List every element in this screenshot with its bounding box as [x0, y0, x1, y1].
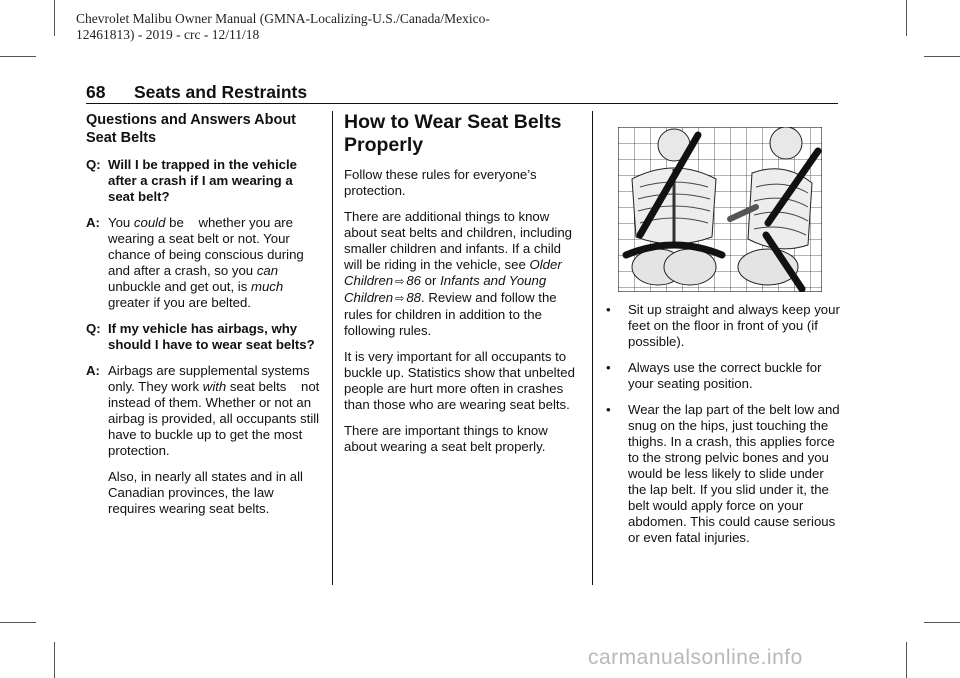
- list-item-text: Always use the correct buckle for your seating position.: [628, 360, 822, 391]
- list-item: [604, 402, 840, 546]
- topic-heading: How to Wear Seat Belts Properly: [344, 111, 562, 156]
- page-arrow-icon: ⇨: [395, 276, 405, 288]
- crop-mark: [906, 0, 907, 36]
- text-run: or: [421, 273, 441, 288]
- answer-text: [108, 215, 304, 310]
- question-label: Q:: [86, 157, 101, 172]
- cross-reference-link[interactable]: Older Children: [344, 257, 562, 288]
- section-title: Seats and Restraints: [134, 82, 308, 102]
- emphasis: much: [250, 279, 284, 294]
- text-run: greater if you are belted.: [108, 295, 251, 310]
- document-header: [76, 11, 490, 43]
- question-text: Will I be trapped in the vehicle after a crash if I am wearing a seat belt?: [108, 157, 297, 204]
- list-item-text: Wear the lap part of the belt low and snug on the hips, just touching the thighs. In a crash, this applies force to the strong pelvic bones and you would be less likely to slide under the lap belt. If you slid under it, the belt would apply force on your abdomen. This could cause serious or even fatal injuries.: [628, 402, 840, 545]
- bullet-icon: •: [606, 360, 611, 375]
- watermark: carmanualsonline.info: [588, 646, 803, 669]
- emphasis: could: [133, 215, 166, 230]
- text-run: . Review and follow the rules for children in addition to the following rules.: [344, 290, 557, 338]
- answer: [86, 363, 322, 459]
- bullet-icon: •: [606, 302, 611, 317]
- list-item: [604, 302, 840, 350]
- paragraph: [344, 209, 580, 339]
- qa-heading: Questions and Answers About Seat Belts: [86, 112, 297, 146]
- answer-continuation: Also, in nearly all states and in all Canadian provinces, the law requires wearing seat belts.: [108, 469, 303, 516]
- answer-label: A:: [86, 215, 100, 230]
- column-left: [86, 111, 322, 527]
- text-run: There are additional things to know about seat belts and children, including smaller children and infants. If a child will be riding in the vehicle, see: [344, 209, 573, 272]
- paragraph: It is very important for all occupants to buckle up. Statistics show that unbelted people are hurt more often in crashes than those who are wearing seat belts.: [344, 349, 575, 412]
- text-run: You: [108, 215, 134, 230]
- document-header-line: 12461813) - 2019 - crc - 12/11/18: [76, 27, 260, 42]
- question-label: Q:: [86, 321, 101, 336]
- crop-mark: [0, 622, 36, 623]
- page-number: 68: [86, 82, 106, 102]
- crop-mark: [924, 56, 960, 57]
- crop-mark: [54, 642, 55, 678]
- list-item: [604, 360, 840, 392]
- page-arrow-icon: ⇨: [395, 293, 405, 305]
- text-run: seat belts not instead of them. Whether or not an airbag is provided, all occupants still have to buckle up to get the most protection.: [108, 379, 320, 458]
- page-reference[interactable]: 88: [406, 290, 422, 305]
- bullet-icon: •: [606, 402, 611, 417]
- seat-belt-illustration: [618, 127, 822, 292]
- question: [86, 321, 322, 353]
- page-reference[interactable]: 86: [406, 273, 422, 288]
- text-run: unbuckle and get out, is: [108, 279, 251, 294]
- crop-mark: [0, 56, 36, 57]
- bullet-list: [604, 302, 840, 546]
- text-run: be whether you are wearing a seat belt or not. Your chance of being conscious during and after a crash, so you: [108, 215, 304, 278]
- crop-mark: [924, 622, 960, 623]
- column-divider: [332, 111, 333, 585]
- answer: [86, 215, 322, 311]
- crop-mark: [906, 642, 907, 678]
- cross-reference-link[interactable]: Infants and Young Children: [344, 273, 547, 305]
- crop-mark: [54, 0, 55, 36]
- column-divider: [592, 111, 593, 585]
- answer-label: A:: [86, 363, 100, 378]
- text-run: Airbags are supplemental systems only. They work: [108, 363, 310, 394]
- paragraph: Follow these rules for everyone’s protection.: [344, 167, 537, 198]
- paragraph: There are important things to know about wearing a seat belt properly.: [344, 423, 548, 454]
- question: [86, 157, 322, 205]
- emphasis: with: [202, 379, 227, 394]
- emphasis: can: [256, 263, 279, 278]
- column-right: [604, 302, 840, 556]
- document-header-line: Chevrolet Malibu Owner Manual (GMNA-Localizing-U.S./Canada/Mexico-: [76, 11, 490, 26]
- answer-text: [108, 363, 319, 458]
- column-middle: [344, 111, 580, 465]
- heading-rule: [86, 103, 838, 104]
- list-item-text: Sit up straight and always keep your feet on the floor in front of you (if possible).: [628, 302, 840, 349]
- question-text: If my vehicle has airbags, why should I have to wear seat belts?: [108, 321, 315, 352]
